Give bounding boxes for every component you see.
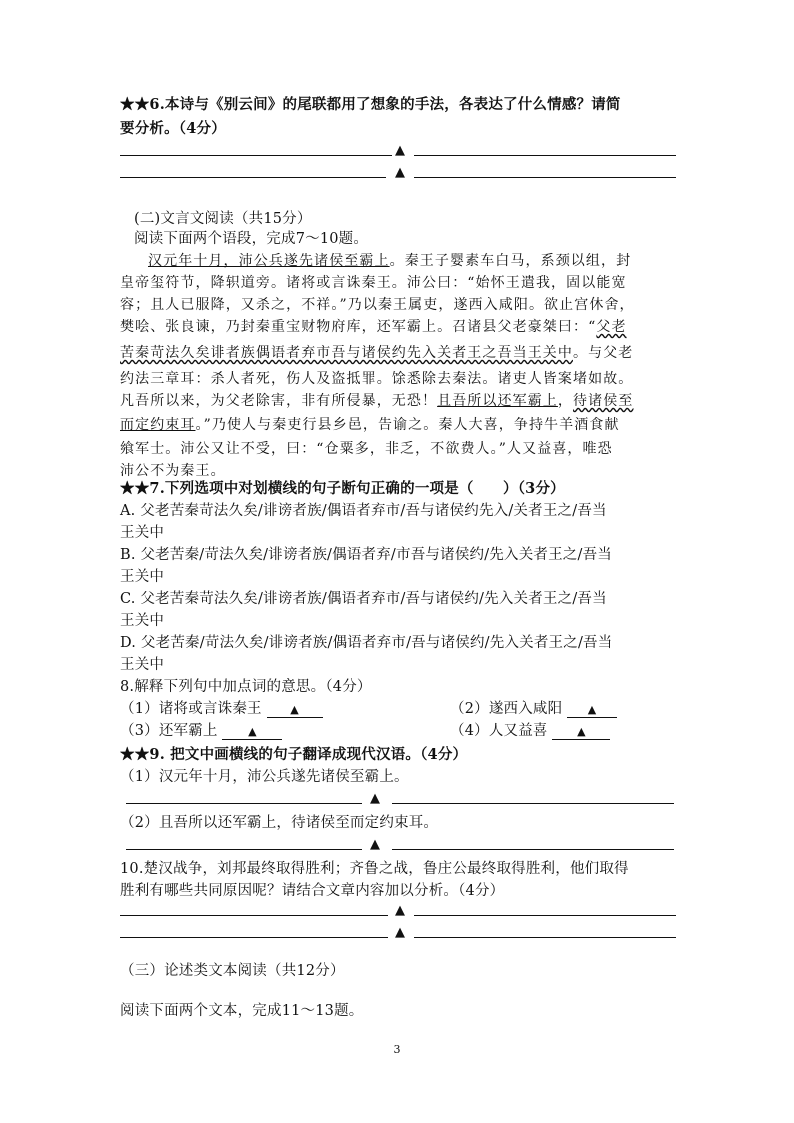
answer-blank[interactable]	[267, 703, 323, 718]
triangle-marker-icon: ▲	[395, 903, 405, 918]
triangle-marker-icon: ▲	[395, 143, 405, 158]
triangle-marker-icon: ▲	[577, 725, 586, 738]
passage-line: 容；且人已服降，又杀之，不祥。”乃以秦王属吏，遂西入咸阳。欲止宫休舍，	[120, 297, 635, 313]
passage-line: 苦秦苛法久矣诽者族偶语者弃市吾与诸侯约先入关者王之吾当王关中。与父老	[120, 345, 634, 361]
q7-option-d[interactable]: D. 父老苦秦/苛法久矣/诽谤者族/偶语者弃市/吾与诸侯约/先入关者王之/吾当	[120, 635, 613, 651]
q7-option-a-cont: 王关中	[120, 525, 165, 541]
underlined-sentence: 父老	[596, 319, 627, 335]
passage-line: 约法三章耳：杀人者死，伤人及盗抵罪。馀悉除去秦法。诸吏人皆案堵如故。	[120, 371, 634, 387]
q9-item1: （1）汉元年十月，沛公兵遂先诸侯至霸上。	[120, 769, 409, 785]
q8-stem: 8.解释下列句中加点词的意思。（4分）	[120, 679, 372, 695]
q9-item2: （2）且吾所以还军霸上，待诸侯至而定约束耳。	[120, 815, 439, 831]
triangle-marker-icon: ▲	[370, 791, 380, 806]
q8-item2: （2）遂西入咸阳 ▲	[450, 700, 680, 718]
answer-blank[interactable]	[222, 725, 282, 740]
answer-line[interactable]	[120, 902, 676, 918]
answer-line[interactable]	[120, 924, 676, 940]
passage-line: 樊哙、张良谏，乃封秦重宝财物府库，还军霸上。召诸县父老豪桀曰：“父老	[120, 319, 627, 335]
underlined-sentence: 待诸侯至	[573, 393, 634, 409]
section2-heading: (二)文言文阅读（共15分）	[134, 211, 312, 227]
q7-option-a[interactable]: A. 父老苦秦苛法久矣/诽谤者族/偶语者弃市/吾与诸侯约先入/关者王之/吾当	[120, 503, 607, 519]
q7-option-d-cont: 王关中	[120, 657, 165, 673]
triangle-marker-icon: ▲	[395, 925, 405, 940]
q10-line1: 10.楚汉战争，刘邦最终取得胜利；齐鲁之战，鲁庄公最终取得胜利，他们取得	[120, 861, 629, 877]
section3-instruction: 阅读下面两个文本，完成11～13题。	[120, 1003, 364, 1019]
q8-item4: （4）人又益喜 ▲	[450, 722, 680, 740]
triangle-marker-icon: ▲	[290, 703, 299, 716]
triangle-marker-icon: ▲	[370, 837, 380, 852]
q8-item3: （3）还军霸上 ▲	[120, 722, 420, 740]
triangle-marker-icon: ▲	[248, 725, 257, 738]
answer-blank[interactable]	[567, 703, 617, 718]
q7-option-b[interactable]: B. 父老苦秦/苛法久矣/诽谤者族/偶语者弃/市吾与诸侯约/先入关者王之/吾当	[120, 547, 612, 563]
triangle-marker-icon: ▲	[395, 165, 405, 180]
triangle-marker-icon: ▲	[587, 703, 597, 716]
q10-line2: 胜利有哪些共同原因呢？请结合文章内容加以分析。（4分）	[120, 883, 505, 899]
underlined-sentence: 苦秦苛法久矣诽者族偶语者弃市吾与诸侯约先入关者王之吾当王关中	[120, 345, 573, 361]
underlined-sentence: 而定约束耳	[120, 417, 196, 433]
q6-line1: ★★6.本诗与《别云间》的尾联都用了想象的手法，各表达了什么情感？请简	[120, 96, 621, 113]
passage-line: 凡吾所以来，为父老除害，非有所侵暴，无恐！且吾所以还军霸上，待诸侯至	[120, 393, 634, 409]
q8-item1: （1）诸将或言诛秦王 ▲	[120, 700, 420, 718]
passage-line: 皇帝玺符节，降轵道旁。诸将或言诛秦王。沛公曰：“始怀王遣我，固以能宽	[120, 275, 627, 291]
passage-line: 而定约束耳。”乃使人与秦吏行县乡邑，告谕之。秦人大喜，争持牛羊酒食献	[120, 417, 620, 433]
underlined-sentence: 且吾所以还军霸上	[437, 393, 558, 409]
answer-line[interactable]	[120, 142, 676, 158]
passage-line: 汉元年十月，沛公兵遂先诸侯至霸上。秦王子婴素车白马，系颈以组，封	[148, 253, 632, 269]
q7-option-c[interactable]: C. 父老苦秦苛法久矣/诽谤者族/偶语者弃市/吾与诸侯约/先入关者王之/吾当	[120, 591, 607, 607]
q9-stem: ★★9. 把文中画横线的句子翻译成现代汉语。（4分）	[120, 746, 468, 763]
q7-stem: ★★7.下列选项中对划横线的句子断句正确的一项是（ ）（3分）	[120, 480, 565, 497]
section3-heading: （三）论述类文本阅读（共12分）	[120, 963, 345, 979]
answer-line[interactable]	[120, 836, 676, 852]
page-number: 3	[393, 1043, 401, 1056]
q7-option-c-cont: 王关中	[120, 613, 165, 629]
passage-line: 飨军士。沛公又让不受，曰：“仓粟多，非乏，不欲费人。”人又益喜，唯恐	[120, 441, 613, 457]
answer-blank[interactable]	[552, 725, 610, 740]
section2-instruction: 阅读下面两个语段，完成7～10题。	[134, 231, 369, 247]
answer-line[interactable]	[120, 790, 676, 806]
passage-line: 沛公不为秦王。	[120, 463, 226, 479]
underlined-sentence: 汉元年十月，沛公兵遂先诸侯至霸上	[148, 253, 390, 269]
q7-option-b-cont: 王关中	[120, 569, 165, 585]
q6-line2: 要分析。（4分）	[120, 120, 226, 137]
answer-line[interactable]	[120, 164, 676, 180]
